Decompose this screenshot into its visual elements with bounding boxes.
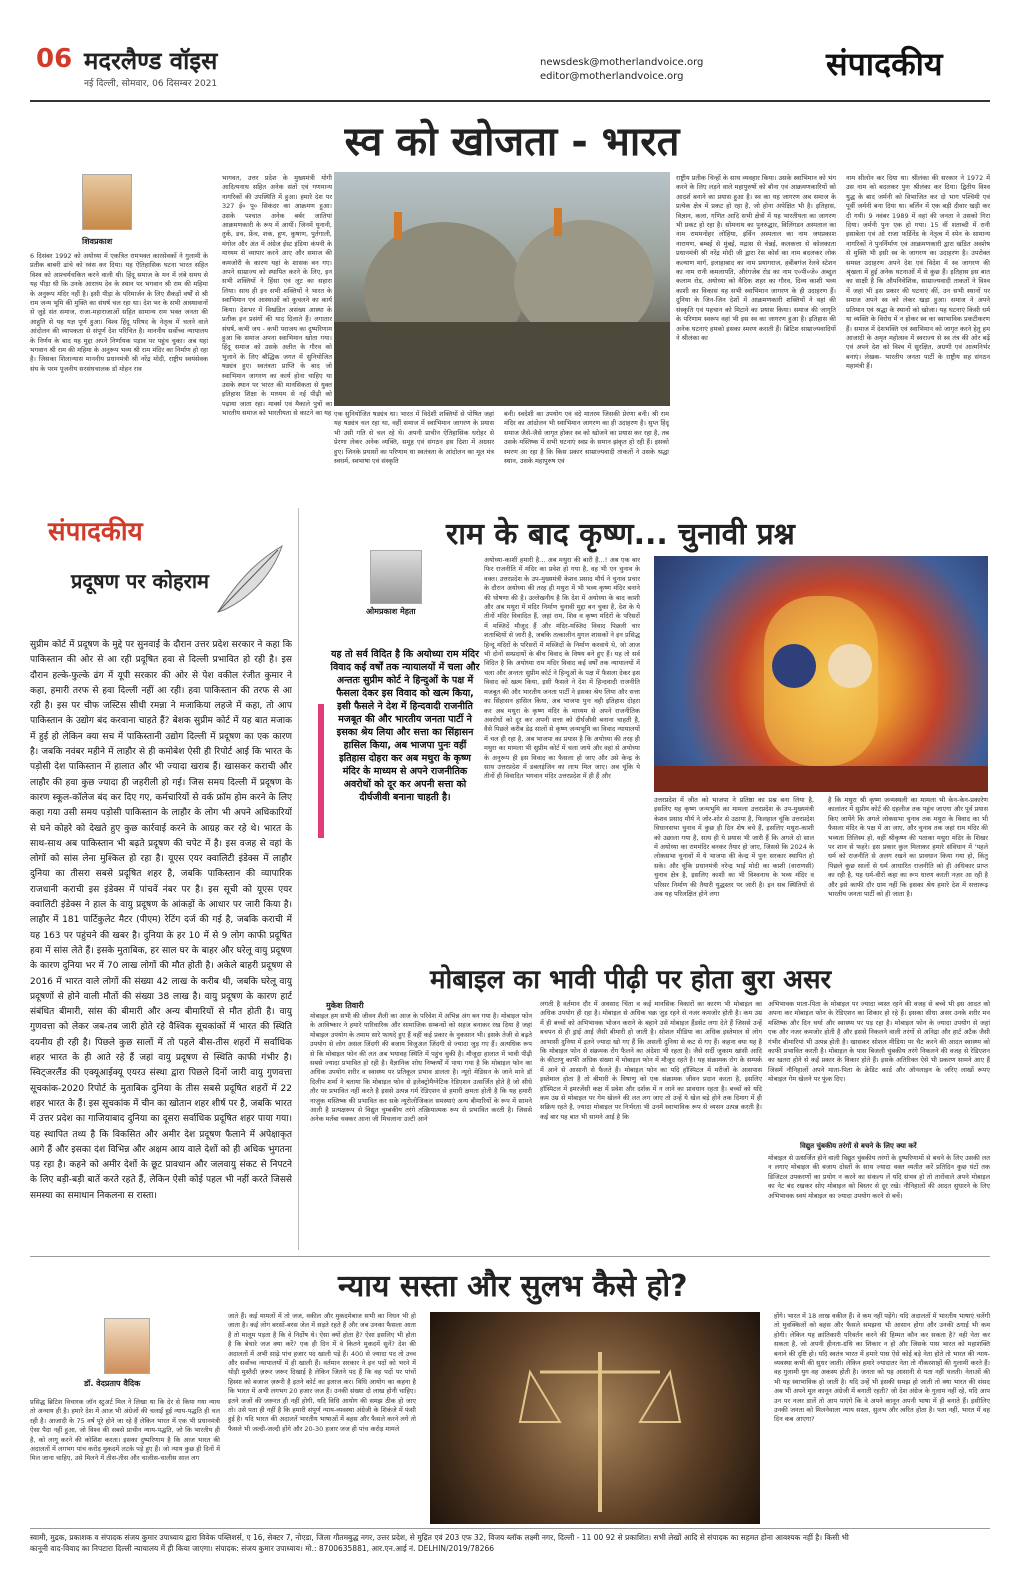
lead-column-5: राष्ट्रीय प्रतीक चिन्हों के साथ व्यवहार किया। उसके स्वाभिमान को भंग करने के लिए लड़ने वाले महापुरुषों को बौना एवं आक्रमणकारियों को आदर्श बनाने का प्रयास हुआ है। स्व का यह जागरण अब समाज के प्रत्येक क्षेत्र में प्रकट हो रहा है, जो होना अपेक्षित भी है। इतिहास, विज्ञान, कला, गणित आदि सभी क्षेत्रों में यह भारतीयता का जागरण भी प्रकट हो रहा है। सोमनाथ का पुनरुद्धार, विलिंगडन अस्पताल का नाम राममनोहर लोहिया, इर्विन अस्पताल का नाम जयप्रकाश नारायण, बम्बई से मुंबई, मद्रास से चेन्नई, कलकत्ता से कोलकाता प्रधानमंत्री श्री नरेंद्र मोदी जी द्वारा रेस कोर्स का नाम बदलकर लोक कल्याण मार्ग, इलाहाबाद का नाम प्रयागराज, हबीबगंज रेलवे स्टेशन का नाम रानी कमलापति, औरंगजेब रोड का नाम ए०पी०जे० अब्दुल कलाम रोड, अयोध्या को वैदिक शहर का गौरव, दिव्य काशी भव्य काशी का विकास यह सभी स्वाभिमान जागरण के ही उदाहरण हैं। दुनिया के जिन-जिन देशों में आक्रमणकारी शक्तियों ने वहां की संस्कृति एवं पहचान को मिटाने का प्रयास किया। समाज की जागृति के परिणाम स्वरूप वहां भी इस स्व का जागरण हुआ है। इतिहास की अनेक घटनाएं हमको इसका स्मरण कराती हैं। ब्रिटिश साम्राज्यवादियों ने श्रीलंका का: [676, 174, 836, 342]
imprint: [30, 1532, 990, 1554]
lead-headline: स्व को खोजता - भारत: [344, 119, 680, 165]
email-newsdesk[interactable]: newsdesk@motherlandvoice.org: [540, 57, 704, 68]
lead-column-4: बनी। स्वदेशी का उपयोग एवं वंदे मातरम जिसकी प्रेरणा बनी। श्री राम मंदिर का आंदोलन भी स्वाभिमान जागरण का ही उदाहरण है। सुप्त हिंदू समाज जैसे-जैसे जागृत होकर स्व को खोजने का प्रयास कर रहा है, तब उसके मस्तिष्क में सभी घटनाएं स्वप्न के समान झंकृत हो रही हैं। इसको स्मरण आ रहा है कि किस प्रकार साम्राज्यवादी ताकतों ने उसके श्रद्धा स्थान, उसके महापुरुष एवं: [504, 410, 669, 466]
imprint-line-1: स्वामी, मुद्रक, प्रकाशक व संपादक संजय कुमार उपाध्याय द्वारा विवेक पब्लिशर्स, ए 16, सेक्टर 7, नोएडा, जिला गौतमबुद्ध नगर, उत्तर प्रदेश, से मुद्रित एवं 203 एफ 32, विजय ब्लॉक लक्ष्मी नगर, दिल्ली - 11 00 92 से प्रकाशित। सभी लेखों आदि से संपादक का सहमत होना आवश्यक नहीं है। किसी भी: [30, 1533, 849, 1542]
email-editor[interactable]: editor@motherlandvoice.org: [540, 71, 684, 82]
ram-krishna-column-2: उत्तरप्रदेश में जीत को भाजपा ने प्रतिष्ठा का प्रश्न बना लिया है, इसलिए यह कृष्ण जन्मभूमि का मामला उत्तरप्रदेश के उप-मुख्यमंत्री केशव प्रसाद मौर्य ने जोर-शोर से उठाया है, फिलहाल चूंकि उत्तरप्रदेश विधानसभा चुनाव में कुछ ही दिन शेष बचे हैं, इसलिए मथुरा-काशी को उछाला गया है, साथ ही ये प्रयास भी जारी हैं कि अगले दो साल में अयोध्या का राममंदिर बनकर तैयार हो जाए, जिससे कि 2024 के लोकसभा चुनावों में ये भाजपा की केन्द्र में पुनः सरकार स्थापित हो सके। और चूंकि प्रधानमंत्री नरेन्द्र भाई मोदी का काशी (वाराणसी) चुनाव क्षेत्र है, इसलिए काशी का भी विश्वनाथ के भव्य मंदिर व परिसर निर्माण की तैयारी युद्धस्तर पर जारी है। इन सब स्थितियों से अब यह परिलक्षित होने लगा: [654, 796, 814, 899]
imprint-line-2: कानूनी वाद-विवाद का निपटारा दिल्ली न्यायालय में ही किया जाएगा। संपादक: संजय कुमार उपाध्याय। मो.: 8700635881, आर.एन.आई नं. DELHIN/2019/78266: [30, 1544, 495, 1553]
mobile-column-3b: मोबाइल से उत्सर्जित होने वाली विद्युत चुंबकीय तरंगों के दुष्परिणामों से बचने के लिए उसकी लत न लगाए मोबाइल की बजाय दोस्तों के साथ ज्यादा वक्त व्यतीत करें प्रतिदिन कुछ घंटों तक डिजिटल उपकरणों का प्रयोग न करने का संकल्प लें यदि संभव हो तो तारोंवाले अपने मोबाइल का नेट बंद रखकर सोए मोबाइल को बिस्तर से दूर रखे। नौनिहालों की आदत सुधारने के लिए अभिभावक स्वयं मोबाइल का ज्यादा उपयोग करने से बचें।: [768, 1154, 990, 1200]
justice-column-2: जाते हैं। कई मामलों में तो जज, वकील और मुकदमेबाज सभी का निधन भी हो जाता है। कई लोग बरसों-बरस जेल में सड़ते रहते हैं और जब उनका फैसला आता है तो मालूम पड़ता है कि वे निर्दोष थे। ऐसा क्यों होता है? ऐसा इसलिए भी होता है कि बेचारे जज क्या करें? एक ही दिन में वे कितने मुकदमें सुनें? देश की अदालतों में अभी साढ़े पांच हजार पद खाली पड़े हैं। 400 से ज्यादा पद तो उच्च और सर्वोच्च न्यायालयों में ही खाली हैं। वर्तमान सरकार ने इन पदों को भरने में थोड़ी मुस्तैदी ज़रूर जरूर दिखाई है लेकिन जितने पद हैं कि वह पदों पर पांचों हिस्सा को बजाज ज़रूरी है इतने कोर्ट का इलाज कर। विधि आयोग का कहना है कि भारत में अभी लगभग 20 हजार जज हैं। उनकी संख्या दो लाख होनी चाहिए। इतने जजों की जरूरत ही नहीं होगी, यदि विधि आयोग की समझ ठीक हो जाए तो। उसे पता ही नहीं है कि हमारी संपूर्ण न्याय-व्यवस्था अंग्रेजी के शिकंजे में फंसी हुई है। यदि भारत की अदालतें भारतीय भाषाओं में बहस और फैसले करने लगे तो फैसले भी जल्दी-जल्दी होंगे और 20-30 हजार जज ही पांच करोड़ मामले: [228, 1312, 416, 1433]
mobile-column-2: लगती है वर्तमान दौर में अवसाद चिंता व कई मानसिक विकारों का कारण भी मोबाइल का अधिक उपयोग ही रहा है। मोबाइल से अधिक चक्र जुड़ रहने से नजर कमजोर होती है। कम उम्र में ही बच्चों को अभिभावक भोजन कराने के बहाने उसे मोबाइल हैंडसेट लगा देते हैं जिससे उन्हें बचपन से ही ड्राई आई जैसी बीमारी हो जाती है। सोशल मीडिया का अधिक इस्तेमाल से लोग आभासी दुनिया में इतने ज्यादा खो गए हैं कि असली दुनिया से कट से गए हैं। कहना क्या यह है कि मोबाइल फोन से संक्रमक रोग फैलने का अंदेशा भी रहता है। जैसे सर्दी जुकाम खांसी आदि के कीटाणु काफी अधिक संख्या में मोबाइल फोन में मौजूद रहते है। यह संक्रामक रोग के सम्पर्क में आने से आसानी से फैलते हैं। मोबाइल फोन का यदि हॉस्पिटल में मरीजों के आसपास इस्तेमाल होता है तो बीमारी के विषाणु को एक संक्रामक जीवन प्रदान करता है, इसलिए हॉस्पिटल में इमरजेंसी कक्ष में प्रवेश और दर्शक में न लाने का प्रावधान रहता है। बच्चों को यदि कम उम्र से मोबाइल पर गेम खेलने की लत लग जाए तो उन्हें ये खेल बड़े होने तक दिमाग में ही सक्रिय रहते है, ज्यादा मोबाइल पर निर्भरता भी उनमें स्वाभाविक रूप से व्यसन उत्पन्न करती है। कई बार यह बात भी सामने आई है कि: [540, 1000, 762, 1121]
lead-author: शिवप्रकाश: [82, 237, 113, 246]
scales-illustration: [430, 1312, 760, 1524]
column-divider: [298, 508, 299, 1250]
page-number: 06: [36, 44, 73, 74]
krishna-idol-photo: [654, 556, 988, 792]
author-photo-3: [104, 1318, 150, 1374]
lead-column-2: भागवत, उत्तर प्रदेश के मुख्यमंत्री योगी आदित्यनाथ सहित अनेक संतों एवं गणमान्य नागरिकों की उपस्थिति में हुआ। हमारे देश पर 327 ई० पू० सिकंदर का आक्रमण हुआ। उसके पश्चात अनेक बर्बर जातियां आक्रमणकारी के रूप में आयीं। जिनमें यूनानी, तुर्क, डच, फ्रेंच, शक, हूण, कुषाण, पुर्तगाली, मंगोल और अंत में अंग्रेज ईस्ट इंडिया कंपनी के माध्यम से व्यापार करने आए और समाज की कमजोरी के कारण यहां के शासक बन गए। अपने साम्राज्य को स्थापित करने के लिए, इन सभी शक्तियों ने हिंसा एवं लूट का सहारा लिया। साथ ही इन सभी शक्तियों ने भारत के स्वाभिमान एवं आस्थाओं को कुचलने का कार्य किया। देशभर में विखंडित असंख्य आस्था के प्रतीक इन प्रसंगों की याद दिलाते हैं। लगातार संघर्ष, कभी जय - कभी पराजय का दुष्परिणाम हुआ कि समाज अपना स्वाभिमान खोता गया। हिंदू समाज को उसके अतीत के गौरव को भुलाने के लिए बौद्धिक जगत में सुनियोजित षड्यंत्र हुए। स्वतंत्रता प्राप्ति के बाद जो स्वाभिमान जागरण का कार्य होना चाहिए था उसके स्थान पर भारत की मानसिकता से युक्त इतिहास शिक्षा के माध्यम से नई पीढ़ी को पढ़ाया जाता रहा। मार्क्स एवं मैकाले पुत्रों का भारतीय समाज को भारतीयता से काटने का यह: [222, 174, 332, 418]
mobile-column-1: मोबाइल हम सभी की जीवन शैली का आज के परिवेश में अभिन्न अंग बन गया है। मोबाइल फोन के आविष्कार ने हमारे पारिवारिक और सामाजिक सम्बन्धों को सहज बनाकर रख दिया है जहां मोबाइल उपयोग के तमाम सारे फायदे हुए हैं वहीं कई प्रकार के नुकसान भी। इसके तेजी से बढ़ते उपयोग से लोग असल जिंदगी की बजाय विजुअल जिंदगी से ज्यादा जुड़ गए हैं। अत्यधिक रूप से कि मोबाइल फोन की लत अब भयावह स्थिति में पहुंच चुकी है। मौजूदा हालात में भावी पीढ़ी सबसे ज्यादा प्रभावित हो रही है। वैज्ञानिक शोध निष्कर्षों में पाया गया है कि मोबाइल फोन का अधिक उपयोग शरीर व स्वास्थ्य पर प्रतिकूल प्रभाव डालता है। न्यूरो मेडिसन के जाने माने डॉ दिलीप शर्मा ने बताया कि मोबाइल फोन से इलेक्ट्रोमैग्नेटिक रेडिएशन उत्सर्जित होते है जो सीधे तौर पर प्रभावित नहीं करते है इससे उत्पन्न गर्म रेडिएशन से हमारी क्षमता होती है कि यह हमारी नाजुक मस्तिष्क की प्रभावित कर सके न्यूरोलोजिकल समस्याएं अन्य बीमारियों के रूप में सामने आती है प्रत्यक्षरूप से विद्युत चुम्बकीय तरंगे तत्क्रियात्मक रूप से प्रभावित करती है। जिससे अनेक मर्तबा चक्कर आना जी मिचलाना उल्टी आने: [310, 1012, 532, 1124]
editorial-label: संपादकीय: [48, 517, 143, 547]
ram-krishna-column-1: अयोध्या-काशी हमारी है... अब मथुरा की बारी है...! अब एक बार फिर राजनीति में मंदिर का प्रवेश हो गया है, वह भी एन चुनाव के वक्त। उत्तरप्रदेश के उप-मुख्यमंत्री केशव प्रसाद मौर्य ने चुनाव प्रचार के दौरान अयोध्या की तरह ही मथुरा में भी भव्य कृष्ण मंदिर बनाने की घोषणा की है। उल्लेखनीय है कि देश में अयोध्या के बाद काशी और अब मथुरा में मंदिर निर्माण चुनावी मुद्दा बन चुका है, देश के ये तीनों मंदिर विवादित हैं, जहां राम, शिव व कृष्ण मंदिरों के परिसरों में मस्जिदें मौजूद हैं और मंदिर-मस्जिद विवाद पिछली चार शताब्दियों से जारी है, जबकि तत्कालीन मुगल शासकों ने इन प्रसिद्ध हिन्दू मंदिरों के परिसरों में मस्जिदों के निर्माण करवाये थे, जो आज भी दोनों सम्प्रदायों के बीच विवाद के विषय बने हुए हैं। यह तो सर्व विदित है कि अयोध्या राम मंदिर विवाद कई वर्षों तक न्यायालयों में चला और अन्ततः सुप्रीम कोर्ट ने हिन्दुओं के पक्ष में फैसला देकर इस विवाद को खत्म किया, इसी फैसले ने देश में हिन्दवादी राजनीति मजबूत की और भारतीय जनता पार्टी ने इसका श्रेय लिया और सत्ता का सिंहासन हासिल किया, अब भाजपा पुनः वही इतिहास दोहरा कर अब मथुरा के कृष्ण मंदिर के माध्यम से अपने राजनीतिक अवरोधों को दूर कर अपनी सत्ता को दीर्घजीवी बनाना चाहती है, वैसे पिछले करीब डेढ़ सालों से कृष्ण जन्मभूमि का विवाद न्यायालयों में चल ही रहा है, अब भाजपा का प्रयास है कि अयोध्या की तरह ही मथुरा का मामला भी सुप्रीम कोर्ट में चला जाये और वहां से अयोध्या के अनुरूप ही इस विवाद का फैसला हो जाए और उसे केन्द्र के साथ उत्तरप्रदेश में डबलइंजिन का लाभ मिल जाए। अब चूंकि ये तीनों ही विवादित भगवान मंदिर उत्तरप्रदेश में ही हैं और: [484, 556, 640, 781]
mobile-author: मुकेश तिवारी: [326, 1001, 364, 1010]
ram-krishna-headline: राम के बाद कृष्ण... चुनावी प्रश्न: [446, 517, 795, 552]
footer-divider: [30, 1528, 990, 1529]
mobile-subhead: विद्युत चुंबकीय तरंगों से बचने के लिए क्या करें: [800, 1142, 917, 1150]
pink-marker: [318, 704, 324, 838]
ram-krishna-column-3: है कि मथुरा श्री कृष्ण जन्मस्थली का मामला भी केन-केन-प्रकारेण कालांतर में सुप्रीम कोर्ट की दहलीज तक पहुंच जाएगा और पूर्व प्रयास किए जायेंगे कि अगले लोकसभा चुनाव तक मथुरा के विवाद का भी फैसला मंदिर के पक्ष में आ जाए, और चुनाव तक जहां राम मंदिर की भव्यता तिलिस्म हो, वहीं श्रीकृष्ण की पताका मथुरा मंदिर के शिखर पर शान से फहरे। इस प्रकार कुल मिलाकर हमारे संविधान में 'पहले धर्म को राजनीति से अलग रखने का प्रावधान किया गया हो, किंतु पिछले कुछ सालों से धर्म आधारित राजनीति को ही अधिकार प्राप्त का रही है, यह धर्म-वीरों कहा का रूप धारण करती नज़र आ रही है और इसे काफी दौर ग्राम नहीं कि इसका श्रेय हमारे देश में सत्तारूढ़ भारतीय जनता पार्टी को ही जाता है।: [828, 796, 988, 899]
dome-illustration: [334, 172, 670, 406]
pull-quote: यह तो सर्व विदित है कि अयोध्या राम मंदिर विवाद कई वर्षों तक न्यायालयों में चला और अन्ततः सुप्रीम कोर्ट ने हिन्दुओं के पक्ष में फैसला देकर इस विवाद को खत्म किया, इसी फैसले ने देश में हिन्दवादी राजनीति मजबूत की और भारतीय जनता पार्टी ने इसका श्रेय लिया और सत्ता का सिंहासन हासिल किया, अब भाजपा पुनः वहीं इतिहास दोहरा कर अब मथुरा के कृष्ण मंदिर के माध्यम से अपने राजनीतिक अवरोधों को दूर कर अपनी सत्ता को दीर्घजीवी बनाना चाहती है।: [330, 649, 480, 803]
ram-krishna-author: ओमप्रकाश मेहता: [366, 607, 416, 616]
author-photo-2: [370, 550, 422, 604]
lead-column-3: एक सुनियोजित षड्यंत्र था। भारत में विदेशी शक्तियों से पोषित जहां यह षड्यंत्र चल रहा था, वहीं समाज में स्वाभिमान जागरण के प्रयास भी उसी गति से चल रहे थे। अपनी प्राचीन ऐतिहासिक धरोहर से प्रेरणा लेकर अनेक व्यक्ति, समूह एवं संगठन इस दिशा में अग्रसर हुए। जिनके प्रयासों का परिणाम था स्वतंत्रता के आंदोलन का मूल मंत्र स्वधर्म, स्वभाषा एवं संस्कृति: [334, 410, 494, 466]
masthead-divider: [30, 100, 990, 102]
newspaper-name: मदरलैण्ड वॉइस: [84, 47, 218, 75]
contact-emails: [540, 56, 703, 84]
justice-headline: न्याय सस्ता और सुलभ कैसे हो?: [338, 1269, 688, 1304]
babri-demolition-photo: [334, 172, 670, 406]
lead-column-1: 6 दिसंबर 1992 को अयोध्या में एकत्रित रामभक्त कारसेवकों ने गुलामी के प्रतीक बाबरी ढांचे को ध्वंस कर दिया। यह ऐतिहासिक घटना भारत सहित विश्व को आश्चर्यचकित करने वाली थी। हिंदू समाज के मन में लंबे समय से यह पीड़ा थी कि उनके आराध्य देव के स्थान पर भगवान श्री राम की महिमा के अनुरूप मंदिर नहीं है। इसी पीड़ा के परिमार्जन के लिए सैकड़ों वर्षों से श्री राम जन्म भूमि की मुक्ति का संघर्ष चल रहा था। देश भर के सभी आस्थावानों से जुड़े संत समाज, राजा-महाराजाओं सहित सामान्य राम भक्त जनता की आहुति से यह यज्ञ पूर्ण हुआ। विश्व हिंदू परिषद के नेतृत्व में चलने वाले आंदोलन की व्यापकता से संपूर्ण देश परिचित है। माननीय सर्वोच्च न्यायालय के निर्णय के बाद यह मुद्दा अपने निर्णायक पड़ाव पर पहुंच चुका। अब यहां भगवान श्री राम की महिमा के अनुरूप भव्य श्री राम मंदिर का निर्माण हो रहा है। जिसका शिलान्यास माननीय प्रधानमंत्री श्री नरेंद्र मोदी, राष्ट्रीय स्वयंसेवक संघ के परम पूजनीय सरसंघचालक डॉ मोहन राव: [30, 252, 208, 373]
quill-icon: [208, 540, 288, 620]
lead-column-6: नाम सीलोन कर दिया था। श्रीलंका की सरकार ने 1972 में उस नाम को बदलकर पुनः श्रीलंका कर दिया। द्वितीय विश्व युद्ध के बाद जर्मनी को विभाजित कर दो भाग पश्चिमी एवं पूर्वी जर्मनी बना दिया था। बर्लिन में एक बड़ी दीवार खड़ी कर दी गयी। 9 नवंबर 1989 में वहां की जनता ने उसको गिरा दिया। जर्मनी पुनः एक हो गया। 15 वीं शताब्दी में रानी इसाबेला एवं ओ राजा फर्डिनेंड के नेतृत्व में स्पेन के सामान्य नागरिकों ने पुनर्निर्माण एवं आक्रमणकारी द्वारा खंडित अवशेष से मुक्ति भी इसी स्व के जागरण का उदाहरण है। उपरोक्त समस्त उदाहरण अपने देश एवं विदेश में स्व जागरण की श्रृंखला में हुई अनेक घटनाओं में से कुछ हैं। इतिहास इस बात का साक्षी है कि औपनिवेशिक, साम्राज्यवादी ताकतों ने विश्व में जहां भी इस प्रकार की घटनाएं कीं, उन सभी स्थानों पर समाज अपने स्व को लेकर खड़ा हुआ। समाज ने अपने प्रतिमान एवं श्रद्धा के स्थानों को खोजा। यह घटनाएं किसी धर्म या व्यक्ति के विरोध में न होकर स्व का स्वाभाविक प्रकटीकरण हैं। समाज में देशभक्ति एवं स्वाभिमान को जागृत करने हेतु हम आजादी के अमृत महोत्सव में स्वराज्य से स्व तंत्र की ओर बढ़ें एवं अपने देश को विश्व में सुरक्षित, अग्रणी एवं आत्मनिर्भर बनाएं। लेखक- भारतीय जनता पार्टी के राष्ट्रीय सह संगठन महामंत्री हैं।: [846, 174, 990, 371]
author-photo: [82, 174, 132, 230]
editorial-title: प्रदूषण पर कोहराम: [71, 569, 209, 593]
mobile-column-3: अभिभावक माता-पिता के मोबाइल पर ज्यादा व्यस्त रहने की वजह से बच्चे भी इस आदत को अपना कर मोबाइल फोन के रेडिएशन का शिकार हो रहे हैं। इसका सीधा असर उनके शरीर मन मस्तिष्क और दिन चर्या और स्वास्थ्य पर पड़ रहा है। मोबाइल फोन के ज्यादा उपयोग से जहां एक और नजर कमजोर होती है और इससे निकलने वाली तरंगों से अनिद्रा और हार्ट अटैक जैसी गंभीर बीमारियां भी उत्पन्न होती है। खासकर सोशल मीडिया पर चैट करने की आदत स्वास्थ्य को काफी प्रभावित करती है। मोबाइल के पास बिजली चुंबकीय तरंगे निकलने की वजह से रेडिएशन का खतरा होने से कई प्रकार के विकार होते हैं। इसके अतिरिक्त ऐसे भी प्रकरण सामने आए हैं जिसमें नौनिहालों अपने माता-पिता के क्रेडिट कार्ड और ऑनलाइन के जरिए लाखों रूपए मोबाइल गेम खेलने पर फूंक दिए।: [768, 1000, 990, 1084]
justice-column-1: प्रसिद्ध ब्रिटिश विचारक जॉन स्टुअर्ट मिल ने लिखा था कि देर से किया गया न्याय तो अन्याय ही है। हमारे देश में आज भी अंग्रेजों की चलाई हुई न्याय-पद्धति ही चल रही है। आजादी के 75 वर्ष पूरे होने जा रहे हैं लेकिन भारत में एक भी प्रधानमंत्री ऐसा पैदा नहीं हुआ, जो विश्व की सबसे प्राचीन न्याय-पद्धति, जो कि भारतीय ही है, को लागू करने की कोशिश करता। इसका दुष्परिणाम है कि आज भारत की अदालतों में लगभग पांच करोड़ मुकदमें लटके पड़े हुए हैं। जो न्याय कुछ ही दिनों में मिल जाना चाहिए, उसे मिलने में तीस-तीस और चालीस-चालीस साल लग: [30, 1398, 220, 1463]
justice-column-3: होंगे। भारत में 18 लाख वकील हैं। वे कम नहीं पड़ेंगे। यदि अदालतों में भारतीय भाषाएं चलेंगी तो मुवक्किलों को बहस और फैसले समझना भी आसान होगा और उनकी ठगाई भी कम होगी। लेकिन यह क्रांतिकारी परिवर्तन करने की हिम्मत कौन कर सकता है? वही नेता कर सकता है, जो अपनी हीनता-ग्रंथि का शिकार न हो और जिसके पास भारत को महाशक्ति बनाने की दृष्टि हो। यदि स्वतंत्र भारत में हमारे पास ऐसे कोई बड़े नेता होते तो भारत की न्याय-व्यवस्था कभी की सुधर जाती। लेकिन हमारे ज्यादातर नेता तो नौकरशाहों की गुलामी करते हैं। वह गुलामी युग वह अकस्य होती है। जनता को यह आसानी से पता नहीं चलती। नेताओं की भी यह स्वाभाविक हो जाती है। यदि उन्हें भी इसकी समझ हो जाती तो क्या भारत की संसद अब भी अपने मूल कानून अंग्रेजी में बनाती रहती? जो देश अंग्रेज के गुलाम नहीं रहे, यदि आप उन पर नजर डालें तो आप पाएंगे कि वे अपने कानून अपनी भाषा में ही बनाते हैं। इसीलिए उनकी जनता को मिलनेवाला न्याय सस्ता, सुलभ और त्वरित होता है। पता नहीं, भारत में वह दिन कब आएगा?: [774, 1312, 990, 1424]
lady-justice-photo: [430, 1312, 760, 1524]
editorial-body: सुप्रीम कोर्ट में प्रदूषण के मुद्दे पर सुनवाई के दौरान उत्तर प्रदेश सरकार ने कहा कि पाकिस्तान की ओर से आ रही प्रदूषित हवा से दिल्ली प्रभावित हो रही है। इस दौरान हल्के-फुल्के ढंग में यूपी सरकार की ओर से पेश वकील रंजीत कुमार ने कहा, हमारी तरफ से हवा दिल्ली नहीं आ रही। हवा पाकिस्तान की तरफ से आ रही है। इस पर चीफ जस्टिस सीधी रमन्ना ने मजाकिया लहजे में कहा, तो आप पाकिस्तान के उद्योग बंद करवाना चाहते हैं? बेशक सुप्रीम कोर्ट में यह बात मजाक में हुई हो लेकिन क्या सच में पाकिस्तानी उद्योग दिल्ली में प्रदूषण का एक कारण है। जबकि नवंबर महीने में लाहौर से ही कमोबेश ऐसी ही रिपोर्ट आई कि भारत के पड़ोसी देश पाकिस्तान में हालात और भी ज्यादा खराब हैं। खासकर कराची और लाहौर की हवा कुछ ज्यादा ही जहरीली हो गई। जिस समय दिल्ली में प्रदूषण के कारण स्कूल-कॉलेज बंद कर दिए गए, कर्मचारियों से वर्क फ्रॉम होम करने के लिए कहा गया उसी समय पड़ोसी पाकिस्तान के लाहौर के लोग भी अपने अधिकारियों से घने कोहरे को देखते हुए कुछ कार्रवाई करने के आग्रह कर रहे थे। भारत के साथ-साथ अब पाकिस्तान भी बढ़ते प्रदूषण की चपेट में है। इस वजह से वहां के लोगों को सांस लेना मुश्किल हो रहा है। यूएस एयर क्वालिटी इंडेक्स में लाहौर दुनिया का तीसरा सबसे प्रदूषित शहर है, जबकि पाकिस्तान की व्यापारिक राजधानी कराची इस इंडेक्स में पांचवें नंबर पर है। इस सूची को यूएस एयर क्वालिटी इंडेक्स ने हाल के वायु प्रदूषण के आंकड़ों के आधार पर जारी किया है। लाहौर में 181 पार्टिकुलेट मैटर (पीएम) रेटिंग दर्ज की गई है, जबकि कराची में यह 163 पर पहुंचने की खबर है। दुनिया के हर 10 में से 9 लोग काफी प्रदूषित हवा में सांस लेते हैं। इसके मुताबिक, हर साल घर के बाहर और घरेलू वायु प्रदूषण के कारण दुनिया भर में 70 लाख लोगों की मौत होती है। अकेले बाहरी प्रदूषण से 2016 में भारत वाले लोगों की संख्या 42 लाख के करीब थी, जबकि घरेलू वायु प्रदूषणों से होने वाली मौतों की संख्या 38 लाख है। वायु प्रदूषण के कारण हार्ट संबंधित बीमारी, सांस की बीमारी और अन्य बीमारियों से मौत होती है। वायु गुणवत्ता को लेकर जब-तब जारी होते रहे वैश्विक सूचकांकों में भारत की स्थिति दयनीय ही रही है। पिछले कुछ सालों में तो पहले बीस-तीस शहरों में सर्वाधिक शहर भारत के ही आते रहे हैं जहां वायु प्रदूषण से स्थिति काफी गंभीर है। स्विट्जरलैंड की एक्यूआईक्यू एयरउ संस्था द्वारा पिछले दिनों जारी वायु गुणवत्ता सूचकांक-2020 रिपोर्ट के मुताबिक दुनिया के तीस सबसे प्रदूषित शहरों में 22 शहर भारत के हैं। इस सूचकांक में चीन का खोतान शहर शीर्ष पर है, जबकि भारत में उत्तर प्रदेश का गाजियाबाद दुनिया का दूसरा सर्वाधिक प्रदूषित शहर पाया गया। यह स्थापित तथ्य है कि विकसित और अमीर देश प्रदूषण फैलाने में अपेक्षाकृत आगे हैं और इसका दंश विभिन्न और अक्षम आय वाले देशों को ही अधिक भुगतना पड़ रहा है। कहने को अमीर देशों के छूट प्रावधान और जलवायु संकट से निपटने के लिए बड़ी-बड़ी बातें करते रहते हैं, लेकिन ऐसी कोई पहल भी नहीं करते जिससे समस्या का समाधान निकलना स रास्ता।: [30, 640, 292, 1201]
dateline: नई दिल्ली, सोमवार, 06 दिसम्बर 2021: [84, 79, 218, 89]
section-title: संपादकीय: [826, 45, 943, 83]
section-divider: [30, 1256, 990, 1257]
justice-author: डॉ. वेदप्रताप वैदिक: [84, 1379, 141, 1388]
mobile-headline: मोबाइल का भावी पीढ़ी पर होता बुरा असर: [430, 965, 832, 995]
idol-illustration: [654, 556, 988, 792]
